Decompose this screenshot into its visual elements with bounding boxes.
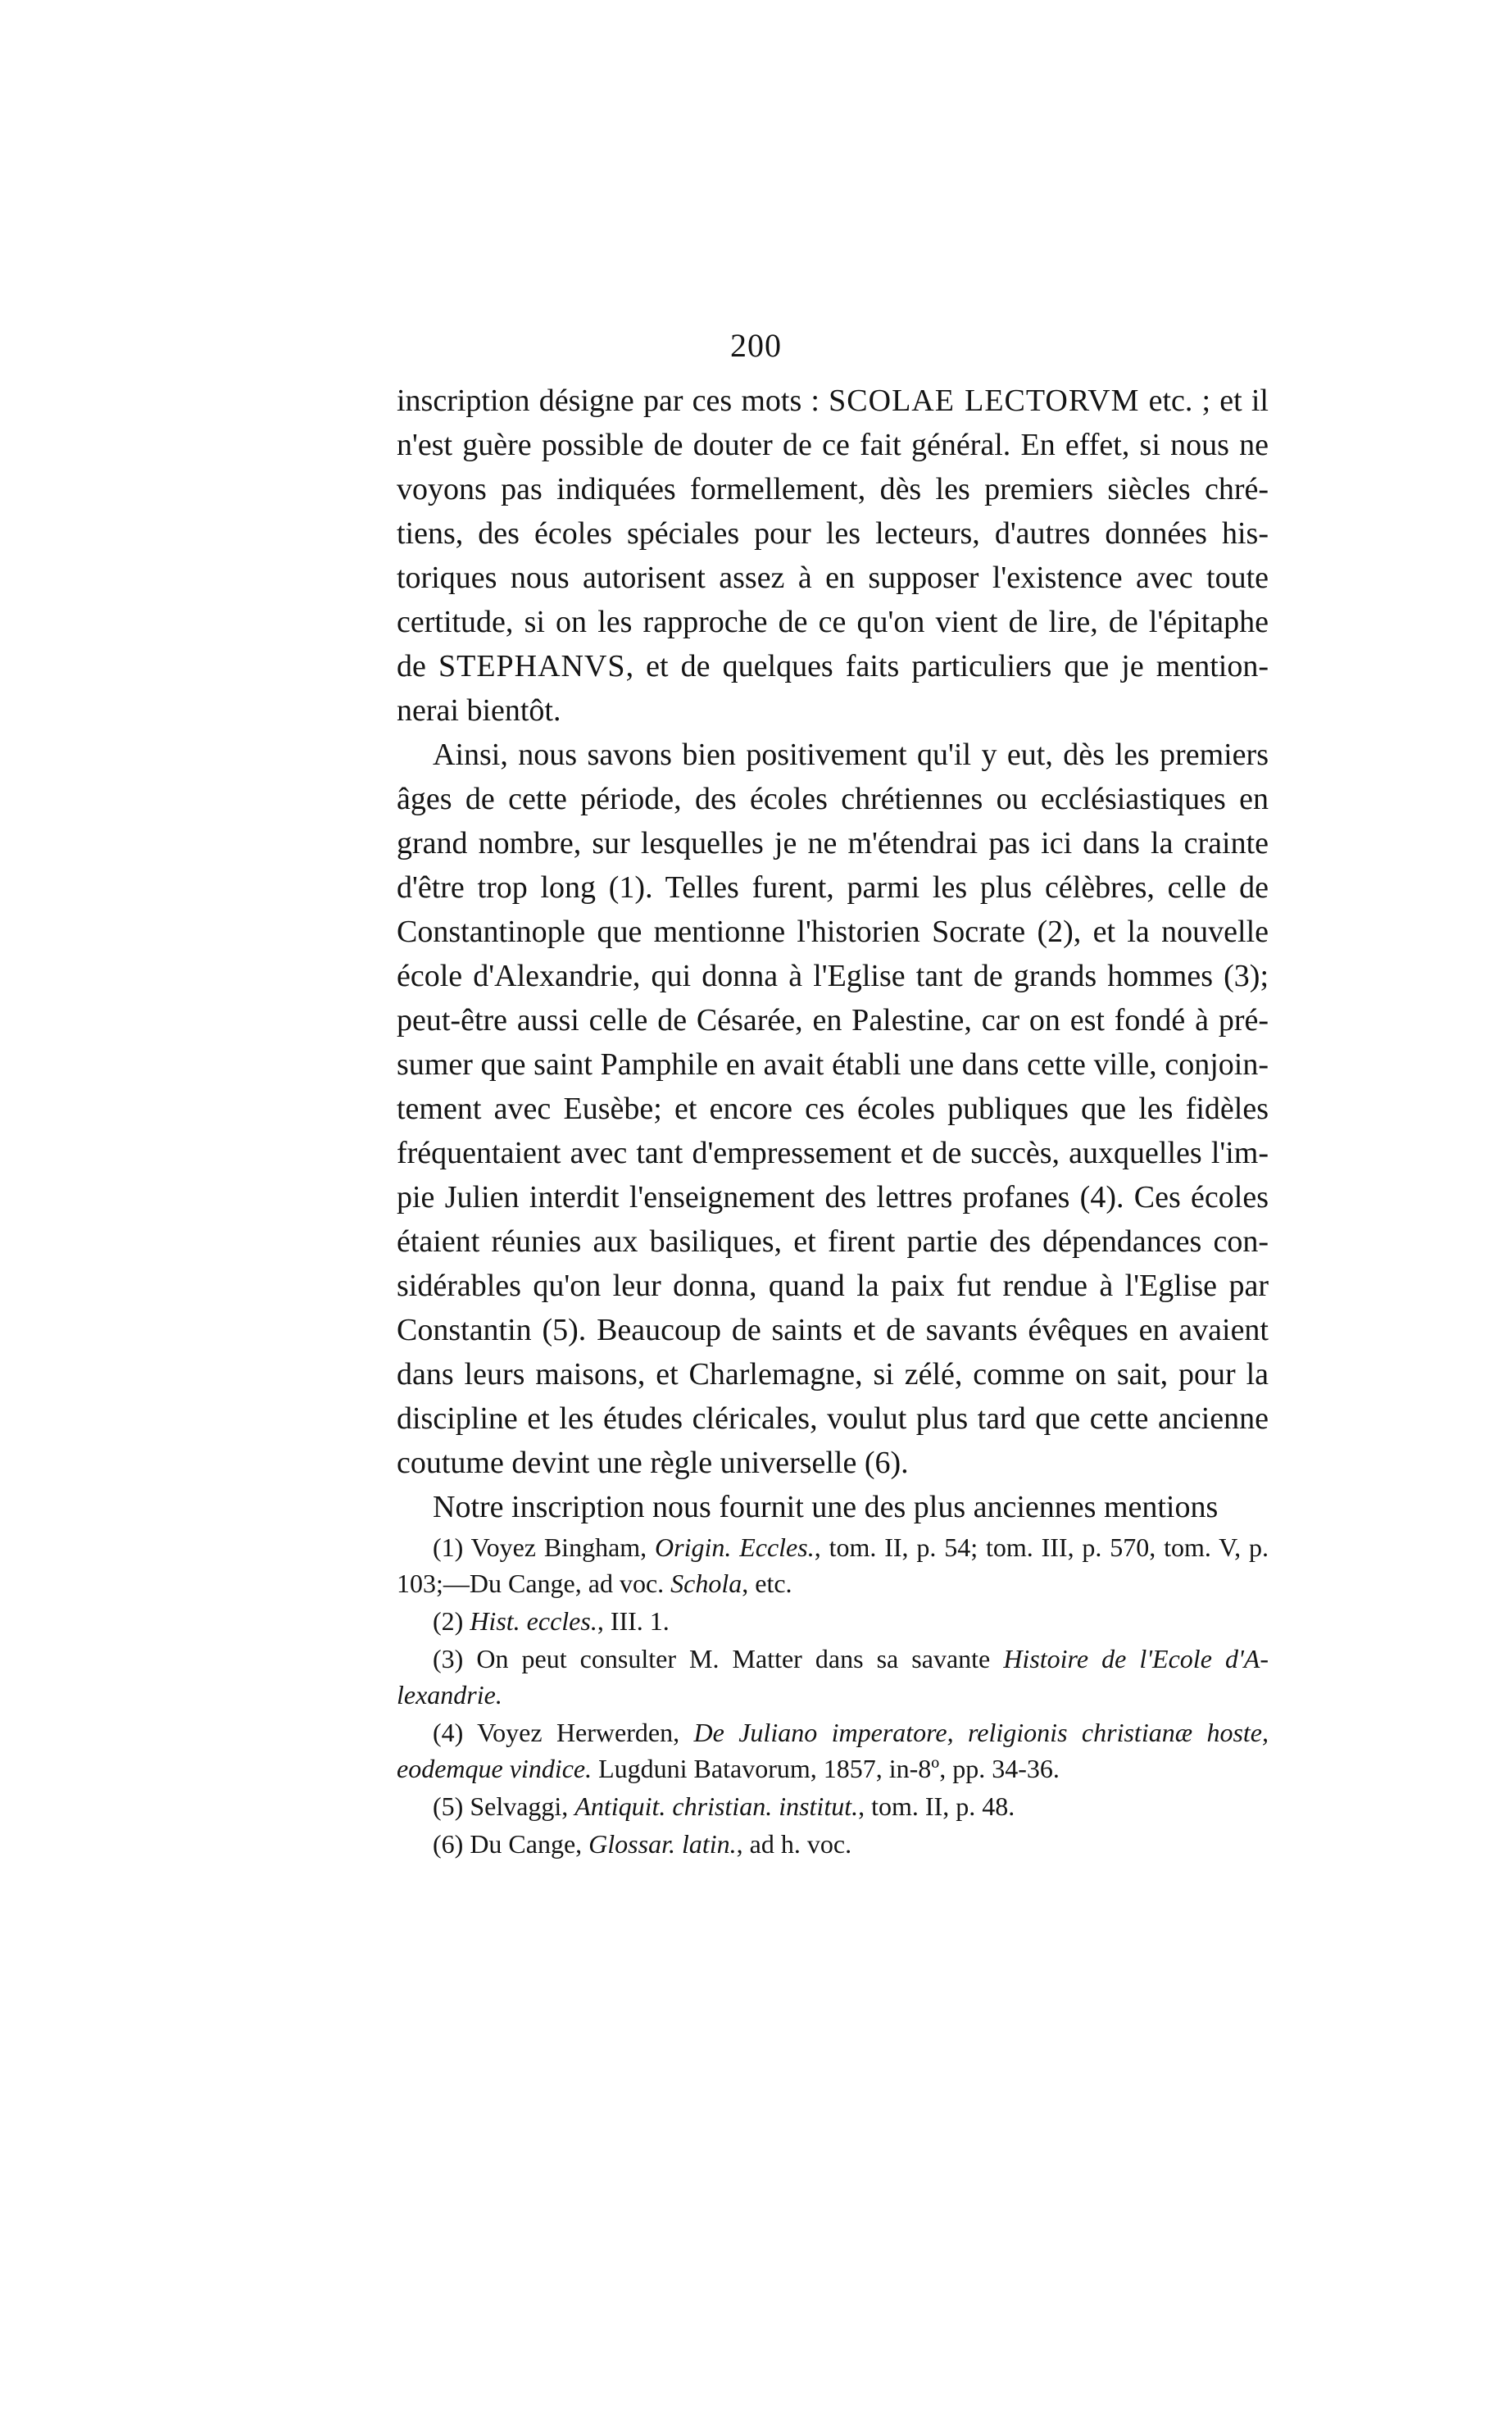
footnote-5-title: Antiquit. christian. institut. <box>574 1791 859 1821</box>
footnote-2-text-a: (2) <box>433 1606 470 1636</box>
footnote-2-title: Hist. eccles. <box>470 1606 597 1636</box>
inscription-scolae-lectorum: SCOLAE LECTORVM <box>829 384 1140 418</box>
inscription-stephanus: STEPHANVS <box>438 649 626 683</box>
footnote-5-text-a: (5) Selvaggi, <box>433 1791 575 1821</box>
paragraph-1 <box>397 379 1269 733</box>
footnote-1-word: Schola <box>670 1569 742 1598</box>
footnote-4 <box>397 1714 1269 1787</box>
footnote-3-title: Histoire de l'Ecole d'Alexandrie. <box>397 1644 1269 1709</box>
footnote-1-title: Origin. Eccles. <box>655 1532 815 1562</box>
footnotes <box>397 1529 1269 1864</box>
footnote-4-title: De Juliano imperatore, religionis christianæ hoste, eodemque vindice. <box>397 1718 1269 1783</box>
main-text <box>397 379 1269 1529</box>
page-number: 200 <box>730 327 782 364</box>
footnote-2-text-c: , III. 1. <box>597 1606 670 1636</box>
footnote-5 <box>397 1788 1269 1824</box>
footnote-1-text-e: , etc. <box>742 1569 792 1598</box>
footnote-1-text-c: , tom. II, p. 54; tom. III, p. 570, tom. V, p. 103;—Du Cange, ad voc. <box>397 1532 1269 1598</box>
footnote-1-text-a: (1) Voyez Bingham, <box>433 1532 656 1562</box>
footnote-6-text-a: (6) Du Cange, <box>433 1829 589 1859</box>
footnote-1 <box>397 1529 1269 1601</box>
paragraph-1-part-a: inscription désigne par ces mots : <box>397 384 829 418</box>
footnote-3 <box>397 1641 1269 1713</box>
footnote-5-text-c: , tom. II, p. 48. <box>858 1791 1015 1821</box>
footnote-6 <box>397 1826 1269 1862</box>
footnote-6-title: Glossar. latin. <box>588 1829 737 1859</box>
footnote-2 <box>397 1603 1269 1639</box>
paragraph-1-part-e: , et de quelques faits particuliers que je mentionnerai bientôt. <box>397 649 1269 728</box>
footnote-4-text-a: (4) Voyez Herwerden, <box>433 1718 694 1747</box>
footnote-4-text-c: Lugduni Batavorum, 1857, in-8º, pp. 34-36. <box>592 1754 1060 1783</box>
footnote-3-text-a: (3) On peut consulter M. Matter dans sa savante <box>433 1644 1004 1673</box>
footnote-6-text-c: , ad h. voc. <box>736 1829 852 1859</box>
paragraph-1-part-c: etc. ; et il n'est guère possible de douter de ce fait général. En effet, si nous ne voyons pas indiquées formellement, dès les premiers siècles chrétiens, des écoles spéciales pour les lecteurs, d'autres données historiques nous autorisent assez à en supposer l'existence avec toute certitude, si on les rapproche de ce qu'on vient de lire, de l'épitaphe de <box>397 384 1269 683</box>
paragraph-3: Notre inscription nous fournit une des plus anciennes mentions <box>433 1490 1219 1524</box>
paragraph-2: Ainsi, nous savons bien positivement qu'il y eut, dès les premiers âges de cette période, des écoles chrétiennes ou ecclésiastiques en grand nombre, sur lesquelles je ne m'étendrai pas ici dans la crainte d'être trop long (1). Telles furent, parmi les plus célèbres, celle de Constantinople que mentionne l'historien Socrate (2), et la nouvelle école d'Alexandrie, qui donna à l'Eglise tant de grands hommes (3); peut-être aussi celle de Césarée, en Palestine, car on est fondé à présumer que saint Pamphile en avait établi une dans cette ville, conjointement avec Eusèbe; et encore ces écoles publiques que les fidèles fréquentaient avec tant d'empressement et de succès, auxquelles l'impie Julien interdit l'enseignement des lettres profanes (4). Ces écoles étaient réunies aux basiliques, et firent partie des dépendances considérables qu'on leur donna, quand la paix fut rendue à l'Eglise par Constantin (5). Beaucoup de saints et de savants évêques en avaient dans leurs maisons, et Charlemagne, si zélé, comme on sait, pour la discipline et les études cléricales, voulut plus tard que cette ancienne coutume devint une règle universelle (6). <box>397 738 1269 1480</box>
